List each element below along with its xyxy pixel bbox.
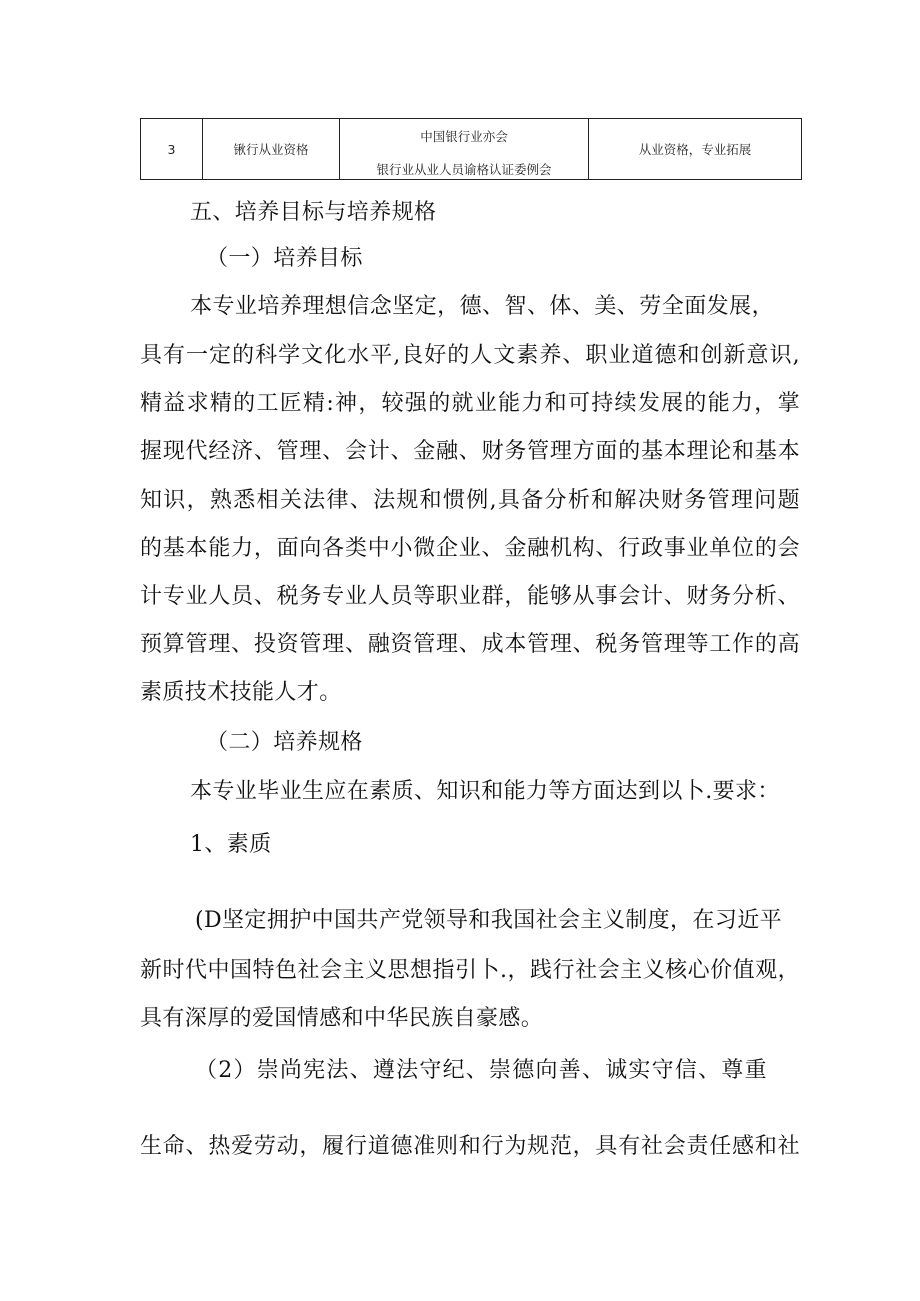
goal-paragraph-line: 本专业培养理想信念坚定，德、智、体、美、劳全面发展， [190, 294, 774, 319]
goal-paragraph-line: 计专业人员、税务专业人员等职业群，能够从事会计、财务分析、 [140, 584, 800, 609]
table-row [141, 119, 802, 180]
issuing-body [340, 119, 589, 180]
goal-paragraph-line: 知识，熟悉相关法律、法规和惯例,具备分析和解决财务管理问题 [140, 488, 800, 513]
goal-heading: （一）培养目标 [206, 246, 363, 271]
certificate-table [140, 118, 802, 180]
goal-paragraph-line: 握现代经济、管理、会计、金融、财务管理方面的基本理论和基本 [140, 439, 800, 464]
row-number: 3 [141, 119, 203, 180]
goal-paragraph-line: 具有一定的科学文化水平,良好的人文素养、职业道德和创新意识, [140, 343, 800, 368]
quality-item-1-line: 新时代中国特色社会主义思想指引卜.，践行社会主义核心价值观， [140, 958, 800, 983]
goal-paragraph-line: 的基本能力，面向各类中小微企业、金融机构、行政事业单位的会 [140, 536, 800, 561]
certificate-note: 从业资格，专业拓展 [589, 119, 802, 180]
goal-paragraph-line: 预算管理、投资管理、融资管理、成本管理、税务管理等工作的高 [140, 632, 800, 657]
goal-paragraph-line: 精益求精的工匠精:神，较强的就业能力和可持续发展的能力，掌 [140, 391, 800, 416]
issuing-body-line-1: 中国银行业亦会 [420, 129, 508, 144]
issuing-body-line-2: 银行业从业人员谕格认证委例会 [376, 162, 552, 177]
spec-heading: （二）培养规格 [206, 730, 363, 755]
quality-item-1-line: (D坚定拥护中国共产党领导和我国社会主义制度，在习近平 [195, 908, 783, 933]
goal-paragraph-line: 素质技术技能人才。 [140, 680, 342, 705]
quality-heading: 1、素质 [190, 832, 272, 857]
quality-item-2-line: （2）崇尚宪法、遵法守纪、崇德向善、诚实守信、尊重 [195, 1058, 767, 1083]
certificate-name: 锹行从业资格 [203, 119, 340, 180]
quality-item-2-line: 生命、热爱劳动，履行道德准则和行为规范，具有社会责任感和社 [140, 1134, 800, 1159]
quality-item-1-line: 具有深厚的爱国情感和中华民族自豪感。 [140, 1006, 544, 1031]
spec-intro: 本专业毕业生应在素质、知识和能力等方面达到以卜.要求： [190, 779, 780, 804]
section-heading: 五、培养目标与培养规格 [190, 200, 437, 225]
